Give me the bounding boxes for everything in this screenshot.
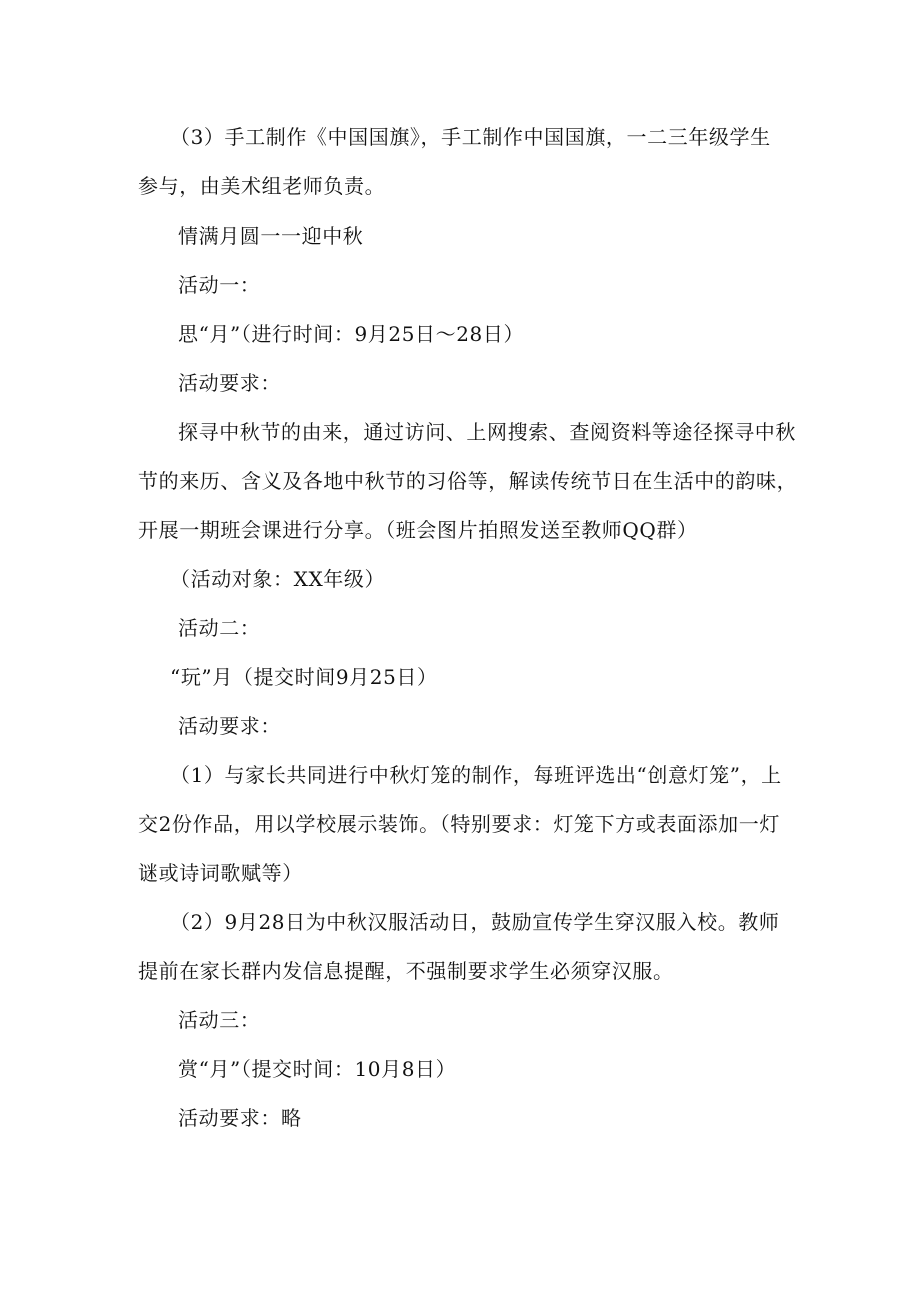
activity-label: 活动三： (178, 1008, 261, 1032)
paragraph-line: 参与，由美术组老师负责。 (138, 174, 386, 198)
paragraph-line: 提前在家长群内发信息提醒，不强制要求学生必须穿汉服。 (138, 959, 674, 983)
activity-target: （活动对象：XX年级） (170, 567, 386, 591)
activity-title: 赏“月”（提交时间：10月8日） (178, 1057, 457, 1081)
paragraph-line: （3）手工制作《中国国旗》，手工制作中国国旗，一二三年级学生 (170, 125, 771, 149)
paragraph-line: 谜或诗词歌赋等） (138, 861, 303, 885)
paragraph-line: （1）与家长共同进行中秋灯笼的制作，每班评选出“创意灯笼”，上 (170, 763, 782, 787)
section-heading: 情满月圆一一迎中秋 (178, 224, 364, 248)
activity-label: 活动一： (178, 273, 261, 297)
activity-title: “玩”月（提交时间9月25日） (170, 665, 438, 689)
paragraph-line: 交2份作品，用以学校展示装饰。（特别要求：灯笼下方或表面添加一灯 (138, 812, 780, 836)
requirement-label: 活动要求： (178, 371, 281, 395)
paragraph-line: 开展一期班会课进行分享。（班会图片拍照发送至教师QQ群） (138, 518, 698, 542)
activity-title: 思“月”（进行时间：9月25日～28日） (178, 322, 525, 346)
paragraph-line: 节的来历、含义及各地中秋节的习俗等，解读传统节日在生活中的韵味， (138, 469, 798, 493)
paragraph-line: 探寻中秋节的由来，通过访问、上网搜索、查阅资料等途径探寻中秋 (178, 420, 796, 444)
paragraph-line: （2）9月28日为中秋汉服活动日，鼓励宣传学生穿汉服入校。教师 (170, 910, 780, 934)
requirement-label: 活动要求： (178, 714, 281, 738)
activity-label: 活动二： (178, 616, 261, 640)
requirement-label: 活动要求：略 (178, 1106, 302, 1130)
